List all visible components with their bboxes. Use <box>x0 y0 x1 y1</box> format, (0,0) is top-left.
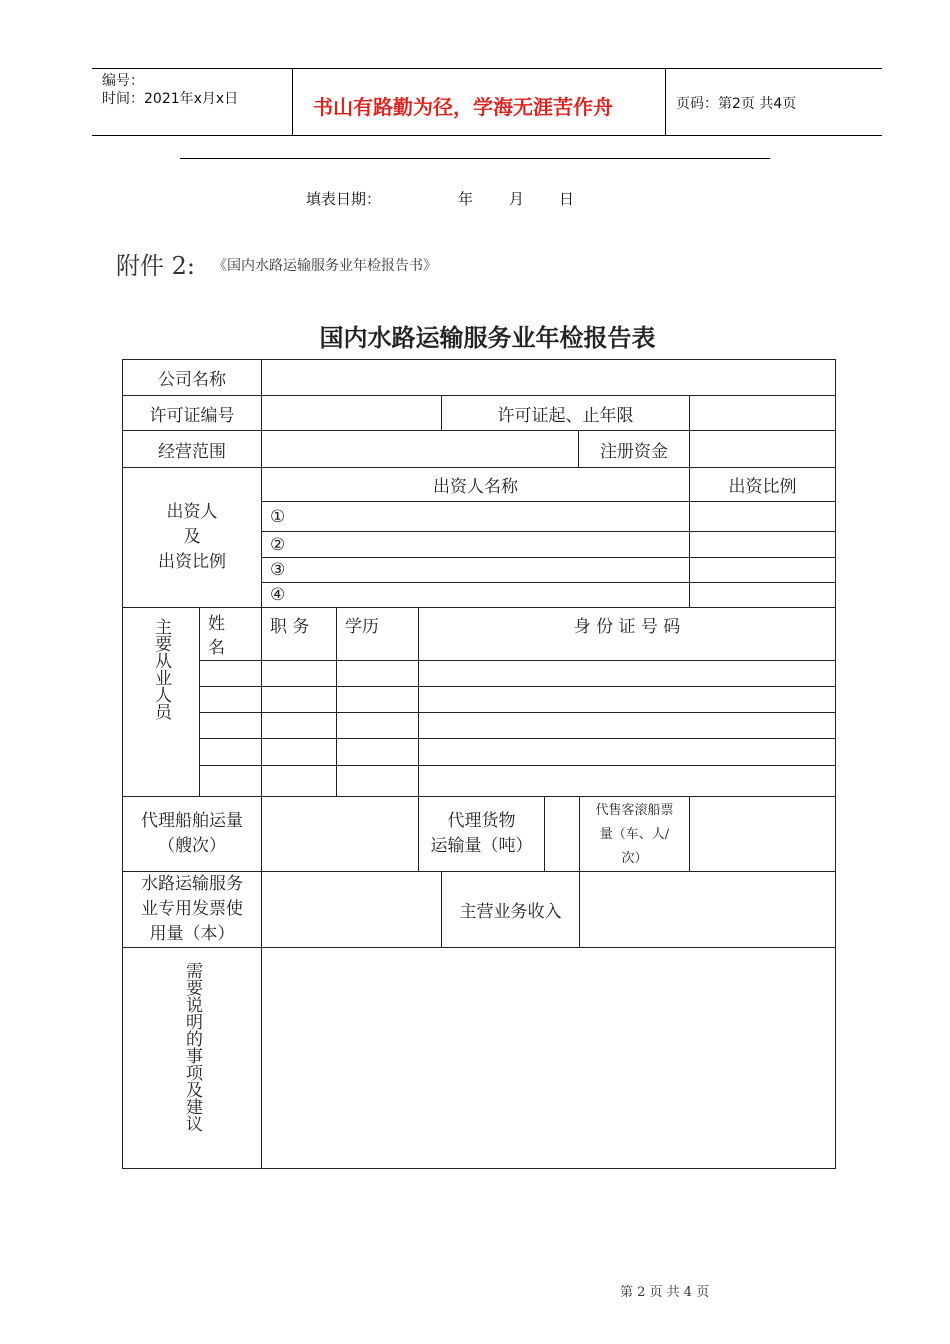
fill-date-year: 年 <box>458 190 474 208</box>
investor-block-line-1: 出资人 <box>166 502 218 522</box>
invoice-usage-label: 水路运输服务 业专用发票使 用量（本） <box>123 872 262 948</box>
fill-date-day: 日 <box>559 190 575 208</box>
staff-row-2-name[interactable] <box>200 687 262 713</box>
footer-page-number: 第 2 页 共 4 页 <box>620 1285 710 1300</box>
form-title: 国内水路运输服务业年检报告表 <box>319 323 656 352</box>
staff-position-header: 职 务 <box>262 608 337 661</box>
staff-row-3-id[interactable] <box>419 713 836 739</box>
header-serial: 编号： <box>102 73 144 89</box>
investor-ratio-header: 出资比例 <box>690 468 836 502</box>
staff-row-2-position[interactable] <box>262 687 337 713</box>
remarks-label: 需要说明的事项及建议 <box>182 962 202 1132</box>
staff-id-header: 身 份 证 号 码 <box>419 608 836 661</box>
staff-row-4-position[interactable] <box>262 739 337 766</box>
registered-capital-field[interactable] <box>690 431 836 468</box>
company-name-label: 公司名称 <box>123 360 262 396</box>
investor-block-line-3: 出资比例 <box>158 552 226 572</box>
staff-label: 主要从业人员 <box>151 618 171 720</box>
attachment-label: 附件 2: <box>116 252 195 280</box>
investor-marker: ④ <box>270 585 286 605</box>
cargo-agency-volume-label: 代理货物 运输量（吨） <box>419 797 545 872</box>
main-revenue-field[interactable] <box>580 872 836 948</box>
attachment-title: 《国内水路运输服务业年检报告书》 <box>213 258 437 274</box>
header-top-rule <box>92 68 882 69</box>
staff-row-1-name[interactable] <box>200 661 262 687</box>
license-number-field[interactable] <box>262 396 442 431</box>
investor-row-4-ratio[interactable] <box>690 583 836 608</box>
ship-agency-volume-label: 代理船舶运量 （艘次） <box>123 797 262 872</box>
fill-date-month: 月 <box>509 190 525 208</box>
cargo-agency-volume-field[interactable] <box>545 797 580 872</box>
ticket-sales-label: 代售客滚船票 量（车、人/ 次） <box>580 797 690 872</box>
staff-name-header: 姓名 <box>200 608 262 661</box>
staff-row-3-name[interactable] <box>200 713 262 739</box>
header-bottom-rule <box>92 135 882 136</box>
invoice-usage-field[interactable] <box>262 872 442 948</box>
license-period-field[interactable] <box>690 396 836 431</box>
remarks-field[interactable] <box>262 948 836 1169</box>
staff-row-1-id[interactable] <box>419 661 836 687</box>
staff-education-header: 学历 <box>337 608 419 661</box>
investor-marker: ① <box>270 506 286 527</box>
staff-row-4-id[interactable] <box>419 739 836 766</box>
company-name-field[interactable] <box>262 360 836 396</box>
investor-row-1-name[interactable] <box>262 502 690 532</box>
license-number-label: 许可证编号 <box>123 396 262 431</box>
separator-rule <box>180 158 770 159</box>
investor-block-line-2: 及 <box>183 527 201 547</box>
staff-row-4-name[interactable] <box>200 739 262 766</box>
staff-row-3-position[interactable] <box>262 713 337 739</box>
remarks-label-cell <box>123 948 262 1169</box>
staff-row-1-position[interactable] <box>262 661 337 687</box>
investor-row-4-name[interactable] <box>262 583 690 608</box>
investor-name-header: 出资人名称 <box>262 468 690 502</box>
staff-row-2-education[interactable] <box>337 687 419 713</box>
ship-agency-volume-field[interactable] <box>262 797 419 872</box>
staff-row-5-position[interactable] <box>262 766 337 797</box>
investor-marker: ② <box>270 534 286 555</box>
staff-row-5-id[interactable] <box>419 766 836 797</box>
main-revenue-label: 主营业务收入 <box>442 872 580 948</box>
investor-block-label <box>123 468 262 608</box>
staff-row-1-education[interactable] <box>337 661 419 687</box>
annual-inspection-form <box>122 359 836 1169</box>
header-page-number: 页码：第2页 共4页 <box>676 96 797 112</box>
registered-capital-label: 注册资金 <box>579 431 690 468</box>
header-motto: 书山有路勤为径，学海无涯苦作舟 <box>313 95 613 119</box>
staff-row-5-education[interactable] <box>337 766 419 797</box>
business-scope-label: 经营范围 <box>123 431 262 468</box>
fill-date-label: 填表日期： <box>306 190 382 208</box>
investor-marker: ③ <box>270 560 286 580</box>
ticket-sales-field[interactable] <box>690 797 836 872</box>
business-scope-field[interactable] <box>262 431 579 468</box>
staff-block-label <box>123 608 200 797</box>
header-divider-right <box>665 68 666 136</box>
investor-row-1-ratio[interactable] <box>690 502 836 532</box>
header-time: 时间：2021年x月x日 <box>102 91 239 107</box>
header-divider-left <box>292 68 293 136</box>
investor-row-3-name[interactable] <box>262 558 690 583</box>
staff-row-2-id[interactable] <box>419 687 836 713</box>
investor-row-3-ratio[interactable] <box>690 558 836 583</box>
staff-row-3-education[interactable] <box>337 713 419 739</box>
license-period-label: 许可证起、止年限 <box>442 396 690 431</box>
staff-row-5-name[interactable] <box>200 766 262 797</box>
investor-row-2-ratio[interactable] <box>690 532 836 558</box>
investor-row-2-name[interactable] <box>262 532 690 558</box>
staff-row-4-education[interactable] <box>337 739 419 766</box>
